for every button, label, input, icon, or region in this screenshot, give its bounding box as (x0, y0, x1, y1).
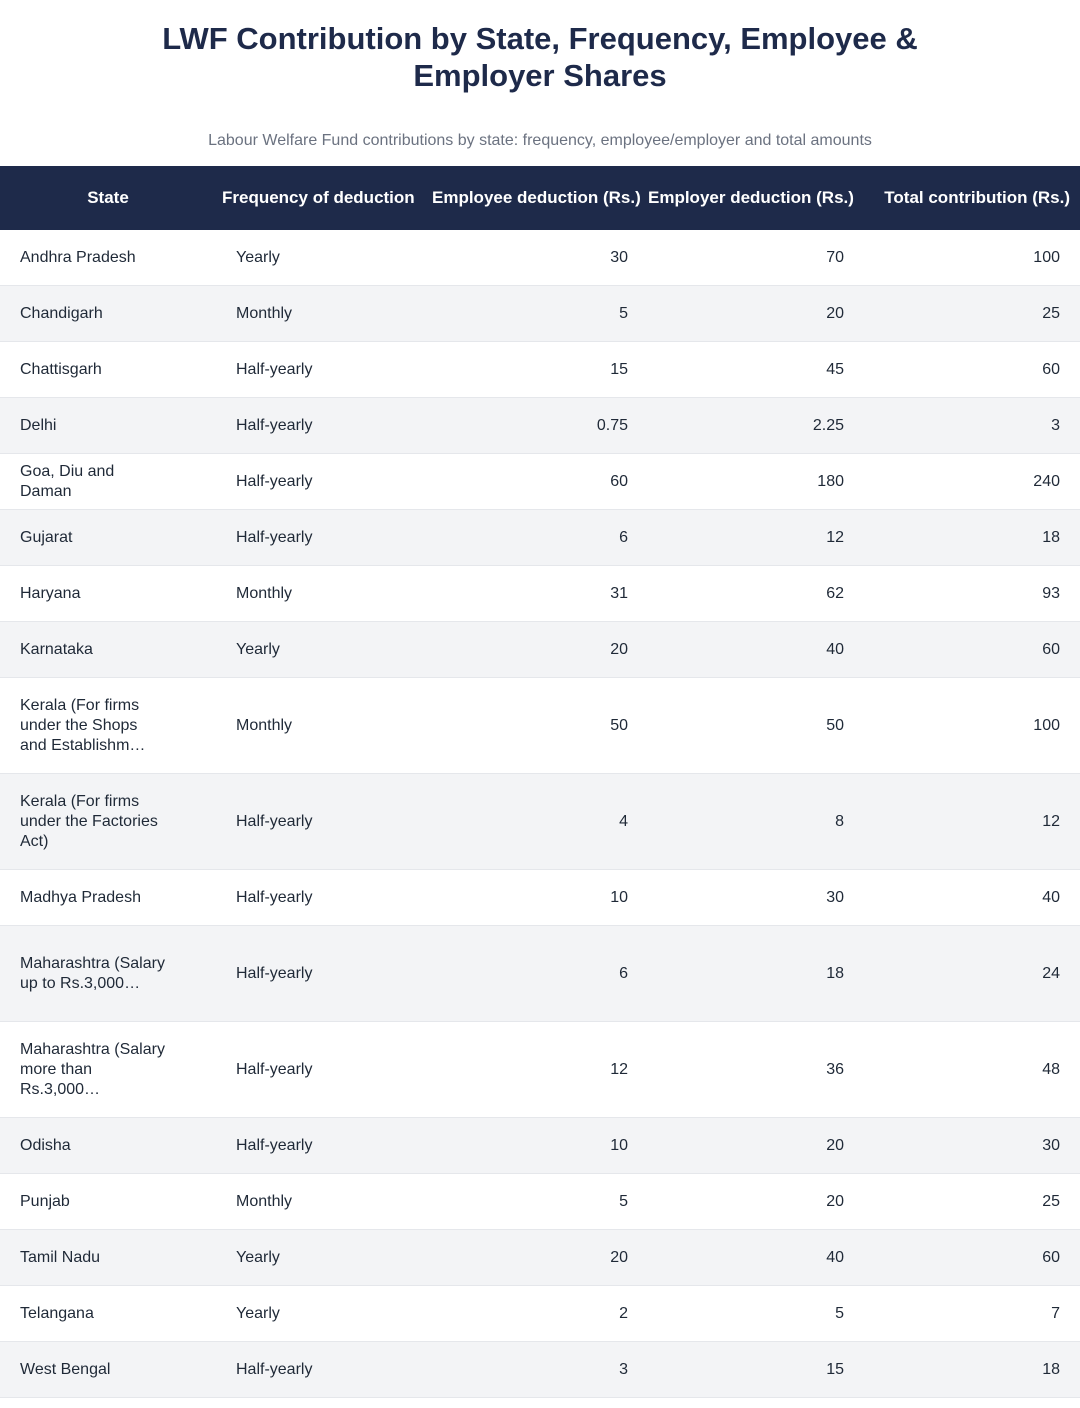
frequency-cell (216, 454, 432, 510)
total-contribution-cell (864, 286, 1080, 342)
state-cell (0, 1342, 216, 1398)
state-cell (0, 1022, 216, 1118)
employer-deduction-cell-text: 45 (826, 360, 844, 378)
employee-deduction-cell (432, 870, 648, 926)
table-row (0, 510, 1080, 566)
employee-deduction-cell-text: 5 (619, 1192, 628, 1210)
total-contribution-cell (864, 678, 1080, 774)
employee-deduction-cell-text: 6 (619, 528, 628, 546)
total-contribution-cell (864, 622, 1080, 678)
frequency-cell-text: Yearly (236, 1304, 280, 1322)
total-contribution-cell (864, 926, 1080, 1022)
page-subtitle: Labour Welfare Fund contributions by state: frequency, employee/employer and total amounts (208, 132, 872, 149)
employee-deduction-cell-text: 12 (610, 1060, 628, 1078)
total-contribution-cell (864, 230, 1080, 286)
state-cell (0, 1286, 216, 1342)
employer-deduction-cell (648, 566, 864, 622)
frequency-cell-text: Monthly (236, 584, 293, 602)
total-contribution-cell (864, 1022, 1080, 1118)
employee-deduction-cell (432, 1342, 648, 1398)
employer-deduction-cell (648, 454, 864, 510)
table-row (0, 286, 1080, 342)
employee-deduction-cell-text: 4 (619, 812, 628, 830)
state-cell-text: Gujarat (20, 528, 73, 546)
employer-deduction-cell-text: 18 (826, 964, 844, 982)
total-contribution-cell-text: 7 (1051, 1304, 1060, 1322)
employer-deduction-cell-text: 5 (835, 1304, 844, 1322)
employer-deduction-cell-text: 70 (826, 248, 844, 266)
employer-deduction-cell (648, 1342, 864, 1398)
frequency-cell (216, 1022, 432, 1118)
total-contribution-cell-text: 3 (1051, 416, 1060, 434)
employee-deduction-cell (432, 230, 648, 286)
state-cell (0, 1230, 216, 1286)
frequency-cell-text: Half-yearly (236, 888, 313, 906)
state-cell (0, 454, 216, 510)
employer-deduction-cell-text: 180 (817, 472, 844, 490)
employer-deduction-cell (648, 1230, 864, 1286)
table-row (0, 678, 1080, 774)
state-cell-text: Haryana (20, 584, 81, 602)
total-contribution-cell (864, 1174, 1080, 1230)
employee-deduction-cell-text: 5 (619, 304, 628, 322)
state-cell (0, 342, 216, 398)
total-contribution-cell-text: 60 (1042, 360, 1060, 378)
frequency-cell-text: Yearly (236, 248, 280, 266)
frequency-cell (216, 870, 432, 926)
employee-deduction-cell (432, 1118, 648, 1174)
state-cell (0, 1174, 216, 1230)
employer-deduction-cell (648, 1118, 864, 1174)
frequency-cell (216, 342, 432, 398)
frequency-cell-text: Yearly (236, 640, 280, 658)
employer-deduction-cell (648, 774, 864, 870)
total-contribution-cell-text: 60 (1042, 1248, 1060, 1266)
frequency-cell-text: Half-yearly (236, 812, 313, 830)
state-cell-text: Chattisgarh (20, 360, 102, 378)
employer-deduction-cell-text: 30 (826, 888, 844, 906)
total-contribution-cell-text: 100 (1033, 716, 1060, 734)
employee-deduction-cell-text: 0.75 (596, 416, 628, 434)
state-cell (0, 678, 216, 774)
total-contribution-cell-text: 240 (1033, 472, 1060, 490)
state-cell-text: Maharashtra (Salary up to Rs.3,000… (20, 954, 165, 992)
table-row (0, 1286, 1080, 1342)
employer-deduction-cell-text: 36 (826, 1060, 844, 1078)
frequency-cell (216, 230, 432, 286)
state-cell (0, 398, 216, 454)
total-contribution-cell-text: 18 (1042, 1360, 1060, 1378)
column-header-employee[interactable]: Employee deduction (Rs.) (432, 188, 641, 207)
employee-deduction-cell (432, 286, 648, 342)
table-row (0, 398, 1080, 454)
table-row (0, 1174, 1080, 1230)
employer-deduction-cell (648, 678, 864, 774)
lwf-table (0, 166, 1080, 1398)
frequency-cell-text: Monthly (236, 1192, 293, 1210)
frequency-cell-text: Half-yearly (236, 1136, 313, 1154)
employer-deduction-cell-text: 20 (826, 1192, 844, 1210)
total-contribution-cell (864, 398, 1080, 454)
employee-deduction-cell (432, 1230, 648, 1286)
employer-deduction-cell (648, 1022, 864, 1118)
total-contribution-cell-text: 25 (1042, 304, 1060, 322)
employer-deduction-cell (648, 1286, 864, 1342)
employee-deduction-cell (432, 678, 648, 774)
column-header-frequency[interactable]: Frequency of deduction (222, 188, 415, 207)
table-row (0, 1118, 1080, 1174)
table-body (0, 230, 1080, 1398)
state-cell (0, 510, 216, 566)
frequency-cell-text: Half-yearly (236, 472, 313, 490)
state-cell-text: Delhi (20, 416, 57, 434)
employee-deduction-cell-text: 50 (610, 716, 628, 734)
frequency-cell-text: Half-yearly (236, 964, 313, 982)
employee-deduction-cell-text: 2 (619, 1304, 628, 1322)
total-contribution-cell (864, 1286, 1080, 1342)
employer-deduction-cell (648, 398, 864, 454)
frequency-cell-text: Half-yearly (236, 1060, 313, 1078)
employee-deduction-cell (432, 510, 648, 566)
table-row (0, 926, 1080, 1022)
frequency-cell-text: Half-yearly (236, 528, 313, 546)
total-contribution-cell (864, 510, 1080, 566)
total-contribution-cell-text: 24 (1042, 964, 1060, 982)
total-contribution-cell (864, 1342, 1080, 1398)
total-contribution-cell-text: 12 (1042, 812, 1060, 830)
table-row (0, 230, 1080, 286)
column-header-total[interactable]: Total contribution (Rs.) (884, 188, 1070, 207)
employer-deduction-cell (648, 230, 864, 286)
total-contribution-cell (864, 774, 1080, 870)
employee-deduction-cell (432, 398, 648, 454)
employee-deduction-cell (432, 622, 648, 678)
state-cell-text: Goa, Diu and Daman (20, 462, 115, 500)
employer-deduction-cell-text: 50 (826, 716, 844, 734)
employee-deduction-cell (432, 1286, 648, 1342)
state-cell-text: Kerala (For firms under the Factories Act) (20, 792, 158, 850)
frequency-cell-text: Half-yearly (236, 360, 313, 378)
frequency-cell-text: Monthly (236, 304, 293, 322)
state-cell-text: Odisha (20, 1136, 71, 1154)
frequency-cell-text: Monthly (236, 716, 293, 734)
employee-deduction-cell (432, 1022, 648, 1118)
total-contribution-cell-text: 25 (1042, 1192, 1060, 1210)
total-contribution-cell-text: 40 (1042, 888, 1060, 906)
table-row (0, 1342, 1080, 1398)
state-cell (0, 622, 216, 678)
frequency-cell (216, 622, 432, 678)
employee-deduction-cell-text: 31 (610, 584, 628, 602)
total-contribution-cell (864, 1230, 1080, 1286)
frequency-cell (216, 926, 432, 1022)
total-contribution-cell-text: 18 (1042, 528, 1060, 546)
employee-deduction-cell (432, 926, 648, 1022)
employee-deduction-cell-text: 6 (619, 964, 628, 982)
total-contribution-cell-text: 60 (1042, 640, 1060, 658)
employee-deduction-cell-text: 15 (610, 360, 628, 378)
state-cell-text: Kerala (For firms under the Shops and Establishm… (20, 696, 146, 754)
employer-deduction-cell-text: 8 (835, 812, 844, 830)
total-contribution-cell (864, 342, 1080, 398)
employee-deduction-cell (432, 342, 648, 398)
table-row (0, 454, 1080, 510)
state-cell (0, 926, 216, 1022)
state-cell (0, 774, 216, 870)
employee-deduction-cell (432, 774, 648, 870)
frequency-cell-text: Half-yearly (236, 1360, 313, 1378)
total-contribution-cell (864, 1118, 1080, 1174)
state-cell (0, 230, 216, 286)
state-cell-text: West Bengal (20, 1360, 111, 1378)
table-row (0, 870, 1080, 926)
total-contribution-cell-text: 100 (1033, 248, 1060, 266)
employer-deduction-cell-text: 40 (826, 1248, 844, 1266)
employer-deduction-cell (648, 622, 864, 678)
table-row (0, 1230, 1080, 1286)
employee-deduction-cell-text: 60 (610, 472, 628, 490)
column-header-state[interactable]: State (87, 188, 129, 207)
total-contribution-cell-text: 30 (1042, 1136, 1060, 1154)
frequency-cell (216, 398, 432, 454)
employee-deduction-cell-text: 10 (610, 888, 628, 906)
employee-deduction-cell (432, 1174, 648, 1230)
column-header-employer[interactable]: Employer deduction (Rs.) (648, 188, 854, 207)
employee-deduction-cell-text: 30 (610, 248, 628, 266)
state-cell (0, 870, 216, 926)
employee-deduction-cell-text: 20 (610, 1248, 628, 1266)
employee-deduction-cell-text: 3 (619, 1360, 628, 1378)
state-cell-text: Madhya Pradesh (20, 888, 141, 906)
state-cell-text: Maharashtra (Salary more than Rs.3,000… (20, 1040, 165, 1098)
table-header (0, 166, 1080, 230)
state-cell-text: Chandigarh (20, 304, 103, 322)
frequency-cell (216, 566, 432, 622)
employer-deduction-cell (648, 510, 864, 566)
employer-deduction-cell-text: 62 (826, 584, 844, 602)
employer-deduction-cell-text: 2.25 (812, 416, 844, 434)
table-row (0, 342, 1080, 398)
frequency-cell (216, 774, 432, 870)
employer-deduction-cell-text: 20 (826, 1136, 844, 1154)
frequency-cell (216, 1118, 432, 1174)
frequency-cell-text: Yearly (236, 1248, 280, 1266)
state-cell-text: Punjab (20, 1192, 70, 1210)
employer-deduction-cell (648, 1174, 864, 1230)
employer-deduction-cell-text: 20 (826, 304, 844, 322)
page-title: LWF Contribution by State, Frequency, Employee & Employer Shares (162, 21, 918, 93)
frequency-cell (216, 1286, 432, 1342)
table-row (0, 1022, 1080, 1118)
state-cell-text: Tamil Nadu (20, 1248, 101, 1266)
employer-deduction-cell-text: 15 (826, 1360, 844, 1378)
state-cell (0, 286, 216, 342)
employer-deduction-cell-text: 12 (826, 528, 844, 546)
employee-deduction-cell (432, 454, 648, 510)
employee-deduction-cell-text: 10 (610, 1136, 628, 1154)
frequency-cell (216, 510, 432, 566)
employer-deduction-cell-text: 40 (826, 640, 844, 658)
employee-deduction-cell-text: 20 (610, 640, 628, 658)
employee-deduction-cell (432, 566, 648, 622)
total-contribution-cell (864, 566, 1080, 622)
frequency-cell-text: Half-yearly (236, 416, 313, 434)
table-row (0, 774, 1080, 870)
frequency-cell (216, 1342, 432, 1398)
state-cell-text: Karnataka (20, 640, 93, 658)
state-cell (0, 1118, 216, 1174)
employer-deduction-cell (648, 342, 864, 398)
frequency-cell (216, 286, 432, 342)
header-row (0, 166, 1080, 230)
state-cell (0, 566, 216, 622)
total-contribution-cell-text: 93 (1042, 584, 1060, 602)
frequency-cell (216, 1174, 432, 1230)
total-contribution-cell-text: 48 (1042, 1060, 1060, 1078)
employer-deduction-cell (648, 926, 864, 1022)
total-contribution-cell (864, 870, 1080, 926)
table-row (0, 622, 1080, 678)
frequency-cell (216, 678, 432, 774)
frequency-cell (216, 1230, 432, 1286)
employer-deduction-cell (648, 870, 864, 926)
state-cell-text: Andhra Pradesh (20, 248, 136, 266)
state-cell-text: Telangana (20, 1304, 94, 1322)
total-contribution-cell (864, 454, 1080, 510)
table-row (0, 566, 1080, 622)
employer-deduction-cell (648, 286, 864, 342)
